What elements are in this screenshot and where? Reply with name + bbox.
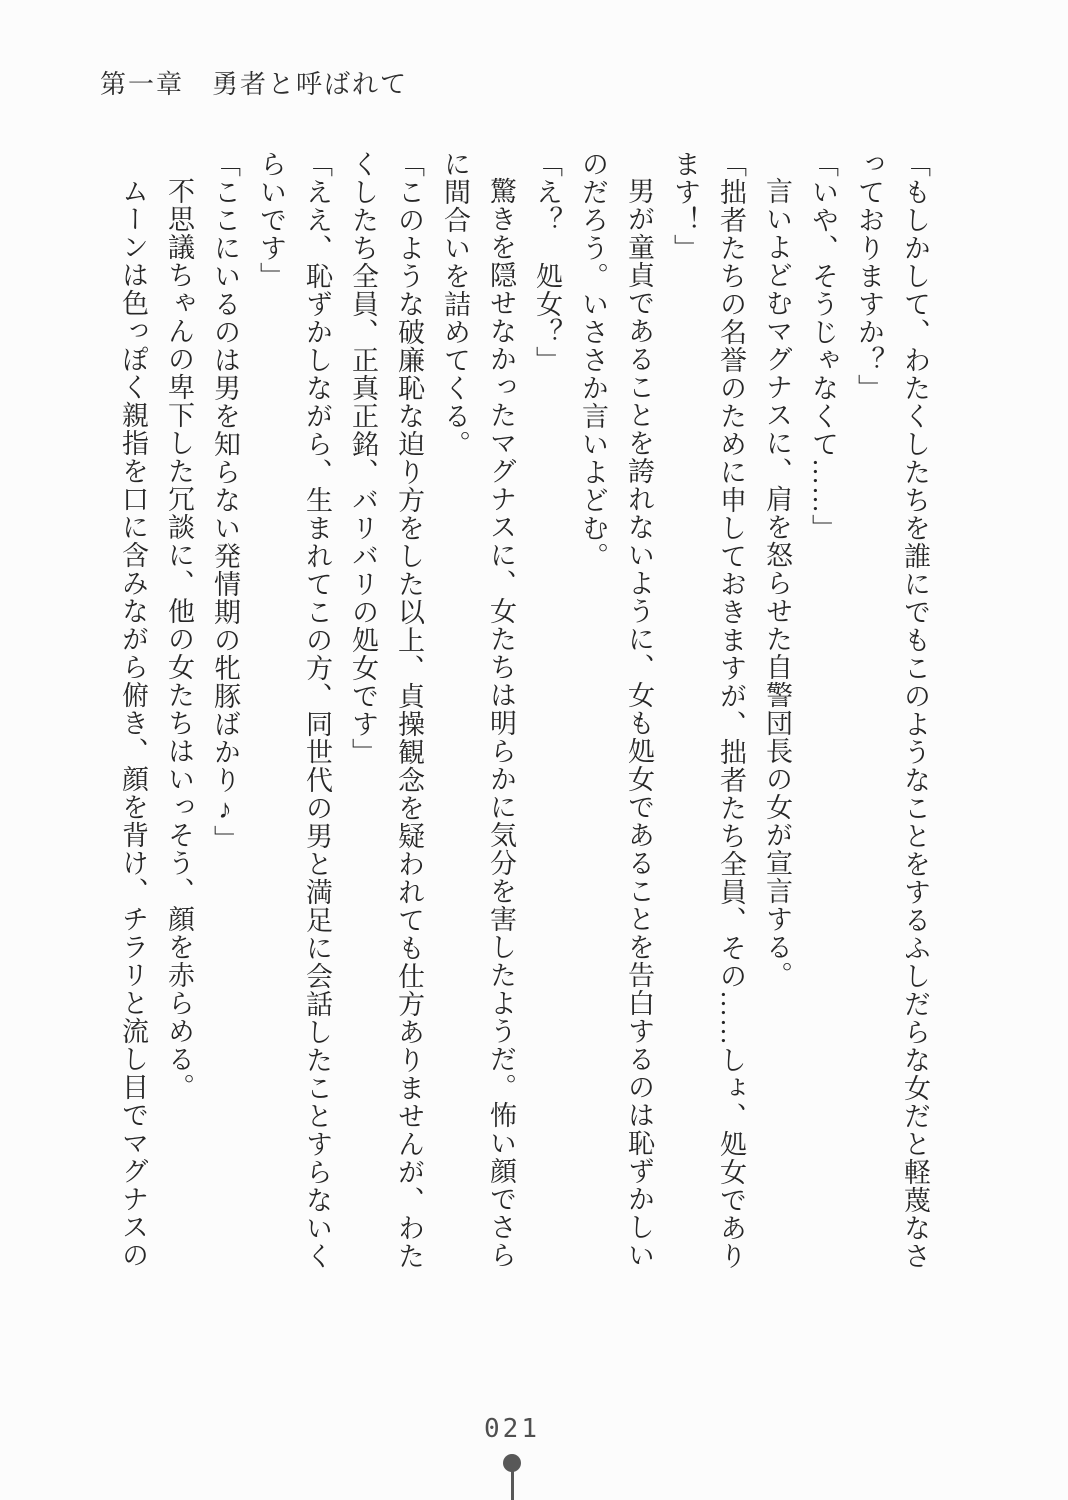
text-column: 「ここにいるのは男を知らない発情期の牝豚ばかり♪」: [210, 150, 240, 853]
text-column: のだろう。いささか言いよどむ。: [578, 150, 608, 570]
text-column: 「このような破廉恥な迫り方をした以上、貞操観念を疑われても仕方ありませんが、わた: [394, 150, 424, 1270]
text-column: 不思議ちゃんの卑下した冗談に、他の女たちはいっそう、顔を赤らめる。: [164, 177, 194, 1101]
text-column: ます！」: [670, 150, 700, 262]
text-column: 「ええ、恥ずかしながら、生まれてこの方、同世代の男と満足に会話したことすらないく: [302, 150, 332, 1270]
text-column: くしたち全員、正真正銘、バリバリの処女です」: [348, 150, 378, 766]
text-column: らいです」: [256, 150, 286, 290]
chapter-header: 第一章 勇者と呼ばれて: [100, 70, 409, 99]
text-column: っておりますか？」: [854, 150, 884, 402]
text-column: 驚きを隠せなかったマグナスに、女たちは明らかに気分を害したようだ。怖い顔でさら: [486, 177, 516, 1269]
text-column: 「え？ 処女？」: [532, 150, 562, 374]
page-number: 021: [484, 1414, 540, 1444]
text-column: ムーンは色っぽく親指を口に含みながら俯き、顔を背け、チラリと流し目でマグナスの: [118, 177, 148, 1269]
text-column: 男が童貞であることを誇れないように、女も処女であることを告白するのは恥ずかしい: [624, 177, 654, 1269]
text-column: 「いや、そうじゃなくて……」: [808, 150, 838, 542]
text-column: 「拙者たちの名誉のために申しておきますが、拙者たち全員、その……しょ、処女であり: [716, 150, 746, 1270]
text-column: 言いよどむマグナスに、肩を怒らせた自警団長の女が宣言する。: [762, 177, 792, 989]
text-column: に間合いを詰めてくる。: [440, 150, 470, 458]
text-column: 「もしかして、わたくしたちを誰にでもこのようなことをするふしだらな女だと軽蔑なさ: [900, 150, 930, 1270]
page-marker-line: [511, 1468, 514, 1500]
body-text: [110, 150, 938, 1270]
